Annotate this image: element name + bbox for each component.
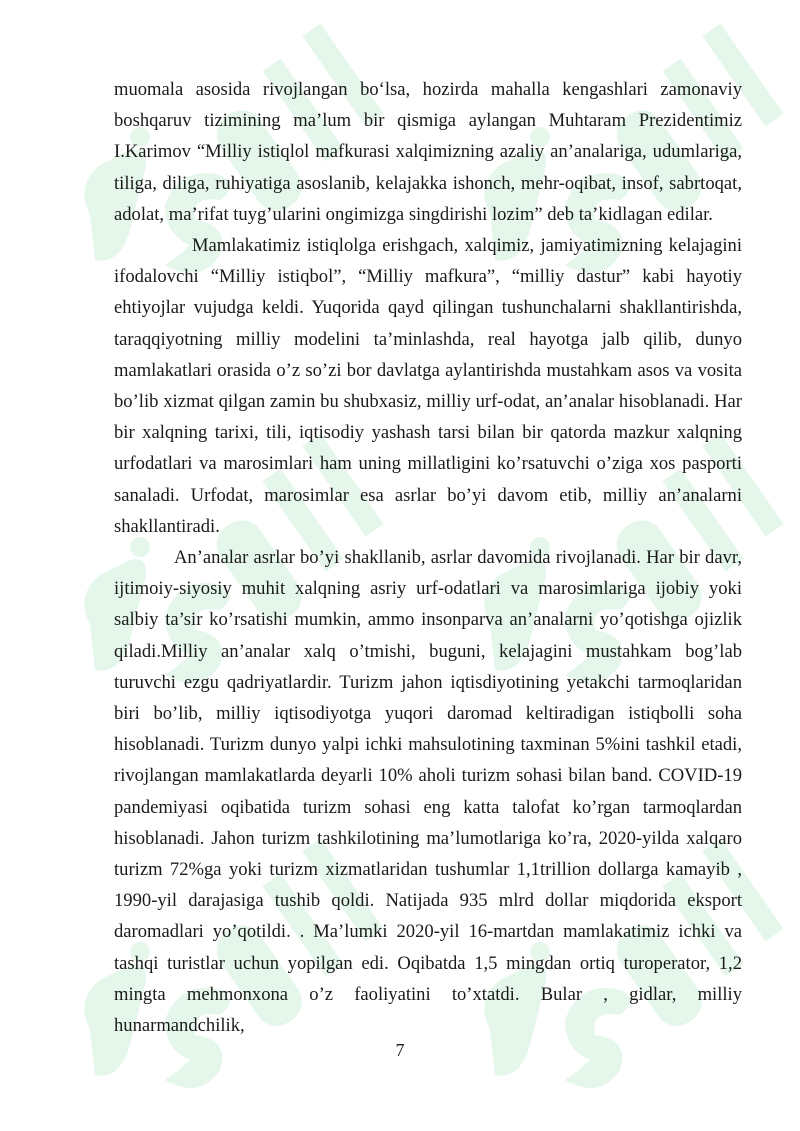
text-line: muomala asosida rivojlangan bo‘lsa, hozirda mahalla kengashlari zamonaviy xyxy=(114,79,742,100)
text-line: bir xalqning tarixi, tili, iqtisodiy yashash tarsi bilan bir qatorda mazkur xalqning xyxy=(114,422,742,444)
text-line: turizm 72%ga yoki turizm xizmatlaridan tushumlar 1,1trillion dollarga kamayib , xyxy=(114,859,742,881)
page-number: 7 xyxy=(395,1040,405,1060)
text-line: 1990-yil darajasiga tushib qoldi. Natijada 935 mlrd dollar miqdorida eksport xyxy=(114,890,742,912)
text-line: adolat, ma’rifat tuyg’ularini ongimizga singdirishi lozim” deb ta’kidlagan edilar. xyxy=(114,203,713,225)
text-line: biri bo’lib, milliy iqtisodiyotga yuqori daromad keltiradigan istiqbolli soha xyxy=(114,703,742,725)
text-line: tiliga, diliga, ruhiyatiga asoslanib, kelajakka ishonch, mehr-oqibat, insof, sabrtoqat, xyxy=(114,172,742,194)
text-line: tashqi turistlar uchun yopilgan edi. Oqibatda 1,5 mingdan ortiq turoperator, 1,2 xyxy=(114,952,742,974)
text-line: hisoblanadi. Turizm dunyo yalpi ichki mahsulotining taxminan 5%ini tashkil etadi, xyxy=(114,734,742,756)
paragraph-1 xyxy=(114,74,742,230)
text-line: mamlakatlari orasida o’z so’zi bor davlatga aylantirishda mustahkam asos va vosita xyxy=(114,359,742,381)
text-line: urfodatlari va marosimlari ham uning millatligini ko’rsatuvchi o’ziga xos pasporti xyxy=(114,453,742,475)
text-line: rivojlangan mamlakatlarda deyarli 10% aholi turizm sohasi bilan band. COVID-19 xyxy=(114,765,742,787)
text-line: I.Karimov “Milliy istiqlol mafkurasi xalqimizning azaliy an’analariga, udumlariga, xyxy=(114,141,742,163)
text-line: ijtimoiy-siyosiy muhit xalqning asriy urf-odatlari va marosimlariga ijobiy yoki xyxy=(114,578,742,600)
text-line: sanaladi. Urfodat, marosimlar esa asrlar bo’yi davom etib, milliy an’analarni xyxy=(114,484,742,506)
paragraph-3 xyxy=(114,542,742,1041)
text-line: bo’lib xizmat qilgan zamin bu shubxasiz, milliy urf-odat, an’analar hisoblanadi. Har xyxy=(114,391,742,413)
text-line: hisoblanadi. Jahon turizm tashkilotining ma’lumotlariga ko’ra, 2020-yilda xalqaro xyxy=(114,827,742,849)
text-line: daromadlari yo’qotildi. . Ma’lumki 2020-yil 16-martdan mamlakatimiz ichki va xyxy=(114,921,742,943)
text-line: taraqqiyotning milliy modelini ta’minlashda, real hayotga jalb qilib, dunyo xyxy=(114,328,742,350)
text-line: ifodalovchi “Milliy istiqbol”, “Milliy mafkura”, “milliy dastur” kabi hayotiy xyxy=(114,266,742,288)
text-line: Mamlakatimiz istiqlolga erishgach, xalqimiz, jamiyatimizning kelajagini xyxy=(192,235,742,257)
text-line: turuvchi ezgu qadriyatlardir. Turizm jahon iqtisdiyotining yetakchi tarmoqlaridan xyxy=(114,671,742,693)
paragraph-2 xyxy=(114,230,742,542)
text-line: mingta mehmonxona o’z faoliyatini to’xtatdi. Bular , gidlar, milliy hunarmandchilik, xyxy=(114,983,742,1037)
text-line: salbiy ta’sir ko’rsatishi mumkin, ammo insonparva an’analarni yo’qotishga ojizlik xyxy=(114,609,742,631)
body-text xyxy=(114,74,742,1041)
text-line: qiladi.Milliy an’analar xalq o’tmishi, buguni, kelajagini mustahkam bog’lab xyxy=(114,640,742,662)
text-line: ehtiyojlar vujudga keldi. Yuqorida qayd qilingan tushunchalarni shakllantirishda, xyxy=(114,297,742,319)
text-line: shakllantiradi. xyxy=(114,515,220,537)
text-line: boshqaruv tizimining ma’lum bir qismiga aylangan Muhtaram Prezidentimiz xyxy=(114,110,742,132)
text-line: pandemiyasi oqibatida turizm sohasi eng katta talofat ko’rgan tarmoqlardan xyxy=(114,796,742,818)
text-line: An’analar asrlar bo’yi shakllanib, asrlar davomida rivojlanadi. Har bir davr, xyxy=(174,547,742,569)
